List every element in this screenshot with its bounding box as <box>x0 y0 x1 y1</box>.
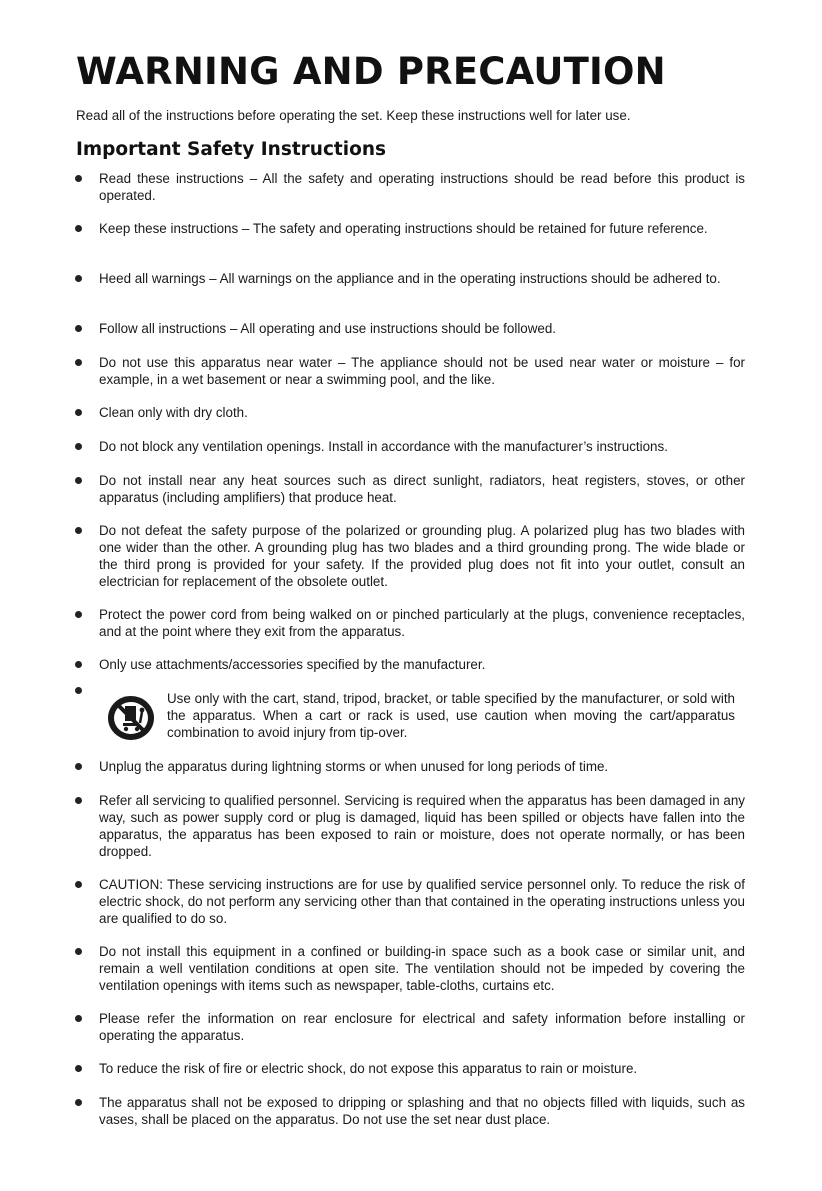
instruction-text: Do not defeat the safety purpose of the polarized or grounding plug. A polarized plug has two blades with one wider than the other. A grounding plug has two blades and a third grounding prong. The wide blade or the third prong is provided for your safety. If the provided plug does not fit into your outlet, consult an electrician for replacement of the obsolete outlet. <box>99 523 745 589</box>
bullet-icon <box>75 687 82 694</box>
bullet-icon <box>75 175 82 182</box>
bullet-icon <box>75 325 82 332</box>
instruction-text: Follow all instructions – All operating and use instructions should be followed. <box>99 321 557 336</box>
instruction-text: Do not block any ventilation openings. Install in accordance with the manufacturer’s instructions. <box>99 439 668 454</box>
instruction-text: Protect the power cord from being walked on or pinched particularly at the plugs, convenience receptacles, and at the point where they exit from the apparatus. <box>99 607 745 639</box>
bullet-icon <box>75 409 82 416</box>
instruction-text: Refer all servicing to qualified personnel. Servicing is required when the apparatus has been damaged in any way, such as power supply cord or plug is damaged, liquid has been spilled or objects have fallen into the apparatus, the apparatus has been exposed to rain or moisture, does not operate normally, or has been dropped. <box>99 793 745 859</box>
instruction-text: Do not use this apparatus near water – The appliance should not be used near water or moisture – for example, in a wet basement or near a swimming pool, and the like. <box>99 355 745 387</box>
instruction-text: Heed all warnings – All warnings on the appliance and in the operating instructions should be adhered to. <box>99 271 721 286</box>
bullet-icon <box>75 527 82 534</box>
bullet-icon <box>75 477 82 484</box>
instruction-text: Use only with the cart, stand, tripod, bracket, or table specified by the manufacturer, or sold with the apparatus. When a cart or rack is used, use caution when moving the cart/apparatus combination to avoid injury from tip-over. <box>167 691 735 740</box>
bullet-icon <box>75 359 82 366</box>
bullet-icon <box>75 443 82 450</box>
bullet-icon <box>75 1065 82 1072</box>
bullet-icon <box>75 763 82 770</box>
instruction-text: Please refer the information on rear enclosure for electrical and safety information before installing or operating the apparatus. <box>99 1011 745 1043</box>
instruction-text: Only use attachments/accessories specified by the manufacturer. <box>99 657 486 672</box>
bullet-icon <box>75 948 82 955</box>
bullet-icon <box>75 225 82 232</box>
instruction-text: Unplug the apparatus during lightning storms or when unused for long periods of time. <box>99 759 609 774</box>
instruction-text: Keep these instructions – The safety and operating instructions should be retained for future reference. <box>99 221 708 236</box>
bullet-icon <box>75 797 82 804</box>
instruction-text: The apparatus shall not be exposed to dripping or splashing and that no objects filled with liquids, such as vases, shall be placed on the apparatus. Do not use the set near dust place. <box>99 1095 745 1127</box>
bullet-icon <box>75 1015 82 1022</box>
instruction-text: Clean only with dry cloth. <box>99 405 248 420</box>
instruction-text: Read these instructions – All the safety and operating instructions should be read before this product is operated. <box>99 171 745 203</box>
bullet-icon <box>75 881 82 888</box>
bullet-icon <box>75 275 82 282</box>
instruction-text: Do not install near any heat sources such as direct sunlight, radiators, heat registers, stoves, or other apparatus (including amplifiers) that produce heat. <box>99 473 745 505</box>
instruction-text: To reduce the risk of fire or electric shock, do not expose this apparatus to rain or moisture. <box>99 1061 638 1076</box>
intro-text: Read all of the instructions before operating the set. Keep these instructions well for later use. <box>76 108 631 123</box>
section-heading: Important Safety Instructions <box>76 139 387 160</box>
bullet-icon <box>75 611 82 618</box>
instruction-text: CAUTION: These servicing instructions are for use by qualified service personnel only. To reduce the risk of electric shock, do not perform any servicing other than that contained in the operating instructions unless you are qualified to do so. <box>99 877 745 926</box>
bullet-icon <box>75 1099 82 1106</box>
bullet-icon <box>75 661 82 668</box>
instruction-text: Do not install this equipment in a confined or building-in space such as a book case or similar unit, and remain a well ventilation conditions at open site. The ventilation should not be impeded by covering the ventilation openings with items such as newspaper, table-cloths, curtains etc. <box>99 944 745 993</box>
page-title: WARNING AND PRECAUTION <box>76 50 666 93</box>
cart-tip-over-warning-icon <box>104 693 158 743</box>
